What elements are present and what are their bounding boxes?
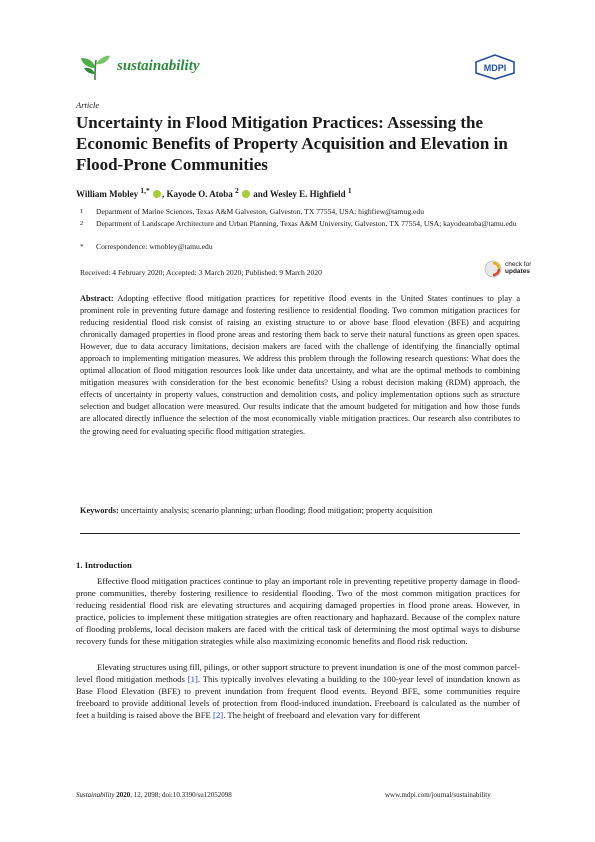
mdpi-logo — [474, 54, 516, 80]
author-name[interactable]: William Mobley — [76, 189, 139, 199]
citation-link[interactable]: [2] — [213, 710, 224, 721]
article-type: Article — [76, 100, 100, 110]
section-heading: 1. Introduction — [76, 560, 132, 570]
check-for-updates-icon[interactable] — [484, 260, 502, 278]
orcid-icon[interactable] — [153, 190, 161, 198]
affiliation-mark: 1 — [80, 208, 84, 215]
abstract — [80, 293, 520, 438]
footer-url[interactable]: www.mdpi.com/journal/sustainability — [385, 791, 491, 799]
keywords — [80, 506, 520, 515]
author-separator: , — [161, 189, 165, 199]
author-affiliation-mark: 1,* — [140, 186, 150, 195]
affiliation-mark: 2 — [80, 220, 84, 227]
affiliation-text: Department of Landscape Architecture and Urban Planning, Texas A&M University, Galveston, TX 77554, USA; kayodeatoba@tamu.edu — [96, 219, 517, 228]
intro-paragraph-1: Effective flood mitigation practices continue to play an important role in preventing repetitive property damage in flood-prone communities, thereby fostering resilience to residential flooding. Two of the most common mitigation practices for reducing residential flood risk are elevating structures and acquiring damaged properties in flood prone areas. However, in practice, policies to implement these mitigation strategies are often reactionary and haphazard. Because of the complex nature of flooding problems, local decision makers are faced with the critical task of determining the most optimal ways to disburse recovery funds for these mitigation strategies while also maximizing economic benefits and flood risk reduction. — [76, 576, 520, 647]
author-list — [76, 186, 352, 199]
paragraph-text: . The height of freeboard and elevation vary for different — [223, 710, 421, 721]
journal-logo-icon — [78, 50, 112, 82]
affiliation-text: Department of Marine Sciences, Texas A&M Galveston, Galveston, TX 77554, USA; highfiew@tamug.edu — [96, 207, 425, 216]
orcid-icon[interactable] — [242, 190, 250, 198]
author-name[interactable]: Wesley E. Highfield — [269, 189, 346, 199]
keywords-text: uncertainty analysis; scenario planning; urban flooding; flood mitigation; property acquisition — [120, 506, 433, 515]
keywords-label: Keywords: — [80, 506, 119, 515]
author-separator: and — [250, 189, 270, 199]
section-divider — [80, 533, 520, 534]
paragraph-text: Elevating structures using fill, pilings, or other support structure to prevent inundation is one of the most common parcel-level flood mitigation methods — [76, 662, 520, 685]
correspondence-text: Correspondence: wmobley@tamu.edu — [96, 242, 213, 251]
affiliation-mark: * — [80, 242, 84, 251]
publication-dates: Received: 4 February 2020; Accepted: 3 March 2020; Published: 9 March 2020 — [80, 268, 322, 277]
check-for-updates-badge[interactable] — [505, 261, 531, 275]
journal-name: sustainability — [117, 58, 200, 74]
paragraph-text: . This typically involves elevating a building to the 100-year level of inundation known as Base Flood Elevation (BFE) to prevent inundation from frequent flood events. Beyond BFE, some communities require freeboard to provide additional levels of protection from flood-induced inundation. Freeboard is calculated as the number of feet a building is raised above the BFE — [76, 674, 520, 721]
article-title: Uncertainty in Flood Mitigation Practices: Assessing the Economic Benefits of Property Acquisition and Elevation in Flood-Prone Communities — [76, 113, 508, 174]
footer-journal: Sustainability — [76, 791, 115, 799]
author-affiliation-mark: 2 — [234, 186, 239, 195]
abstract-text: Adopting effective flood mitigation practices for repetitive flood events in the United States continues to play a prominent role in preventing future damage and fostering resilience to residential flooding. Two common mitigation practices for reducing residential flood risk consist of raising an existing structure to or above base flood elevation (BFE) and acquiring chronically damaged properties in flood prone areas and restoring them back to serve their natural functions as green open spaces. However, due to data accuracy limitations, decision makers are faced with the challenge of identifying the financially optimal approach to implementing mitigation measures. We address this problem through the following research questions: What does the optimal allocation of flood mitigation resources look like under data uncertainty, and what are the optimal methods to combining mitigation measures with consideration for the best economic benefits? Using a robust decision making (RDM) approach, the effects of uncertainty in property values, construction and demolition costs, and policy implementation options such as structure selection and budget allocation were measured. Our results indicate that the amount budgeted for mitigation and how those funds are allocated directly influence the selection of the most economically viable mitigation practices. Our research also contributes to the growing need for evaluating specific flood mitigation strategies. — [80, 294, 520, 436]
intro-paragraph-2 — [76, 661, 520, 721]
footer-citation — [76, 791, 232, 799]
footer-year: 2020 — [116, 791, 131, 799]
svg-text:MDPI: MDPI — [483, 63, 507, 73]
author-affiliation-mark: 1 — [347, 186, 352, 195]
abstract-label: Abstract: — [80, 294, 114, 303]
author-name[interactable]: Kayode O. Atoba — [166, 189, 233, 199]
footer-doi: , 12, 2098; doi:10.3390/su12052098 — [130, 791, 232, 799]
citation-link[interactable]: [1] — [187, 674, 198, 685]
check-for-updates-line1: check for — [505, 261, 532, 268]
check-for-updates-line2: updates — [505, 268, 530, 275]
